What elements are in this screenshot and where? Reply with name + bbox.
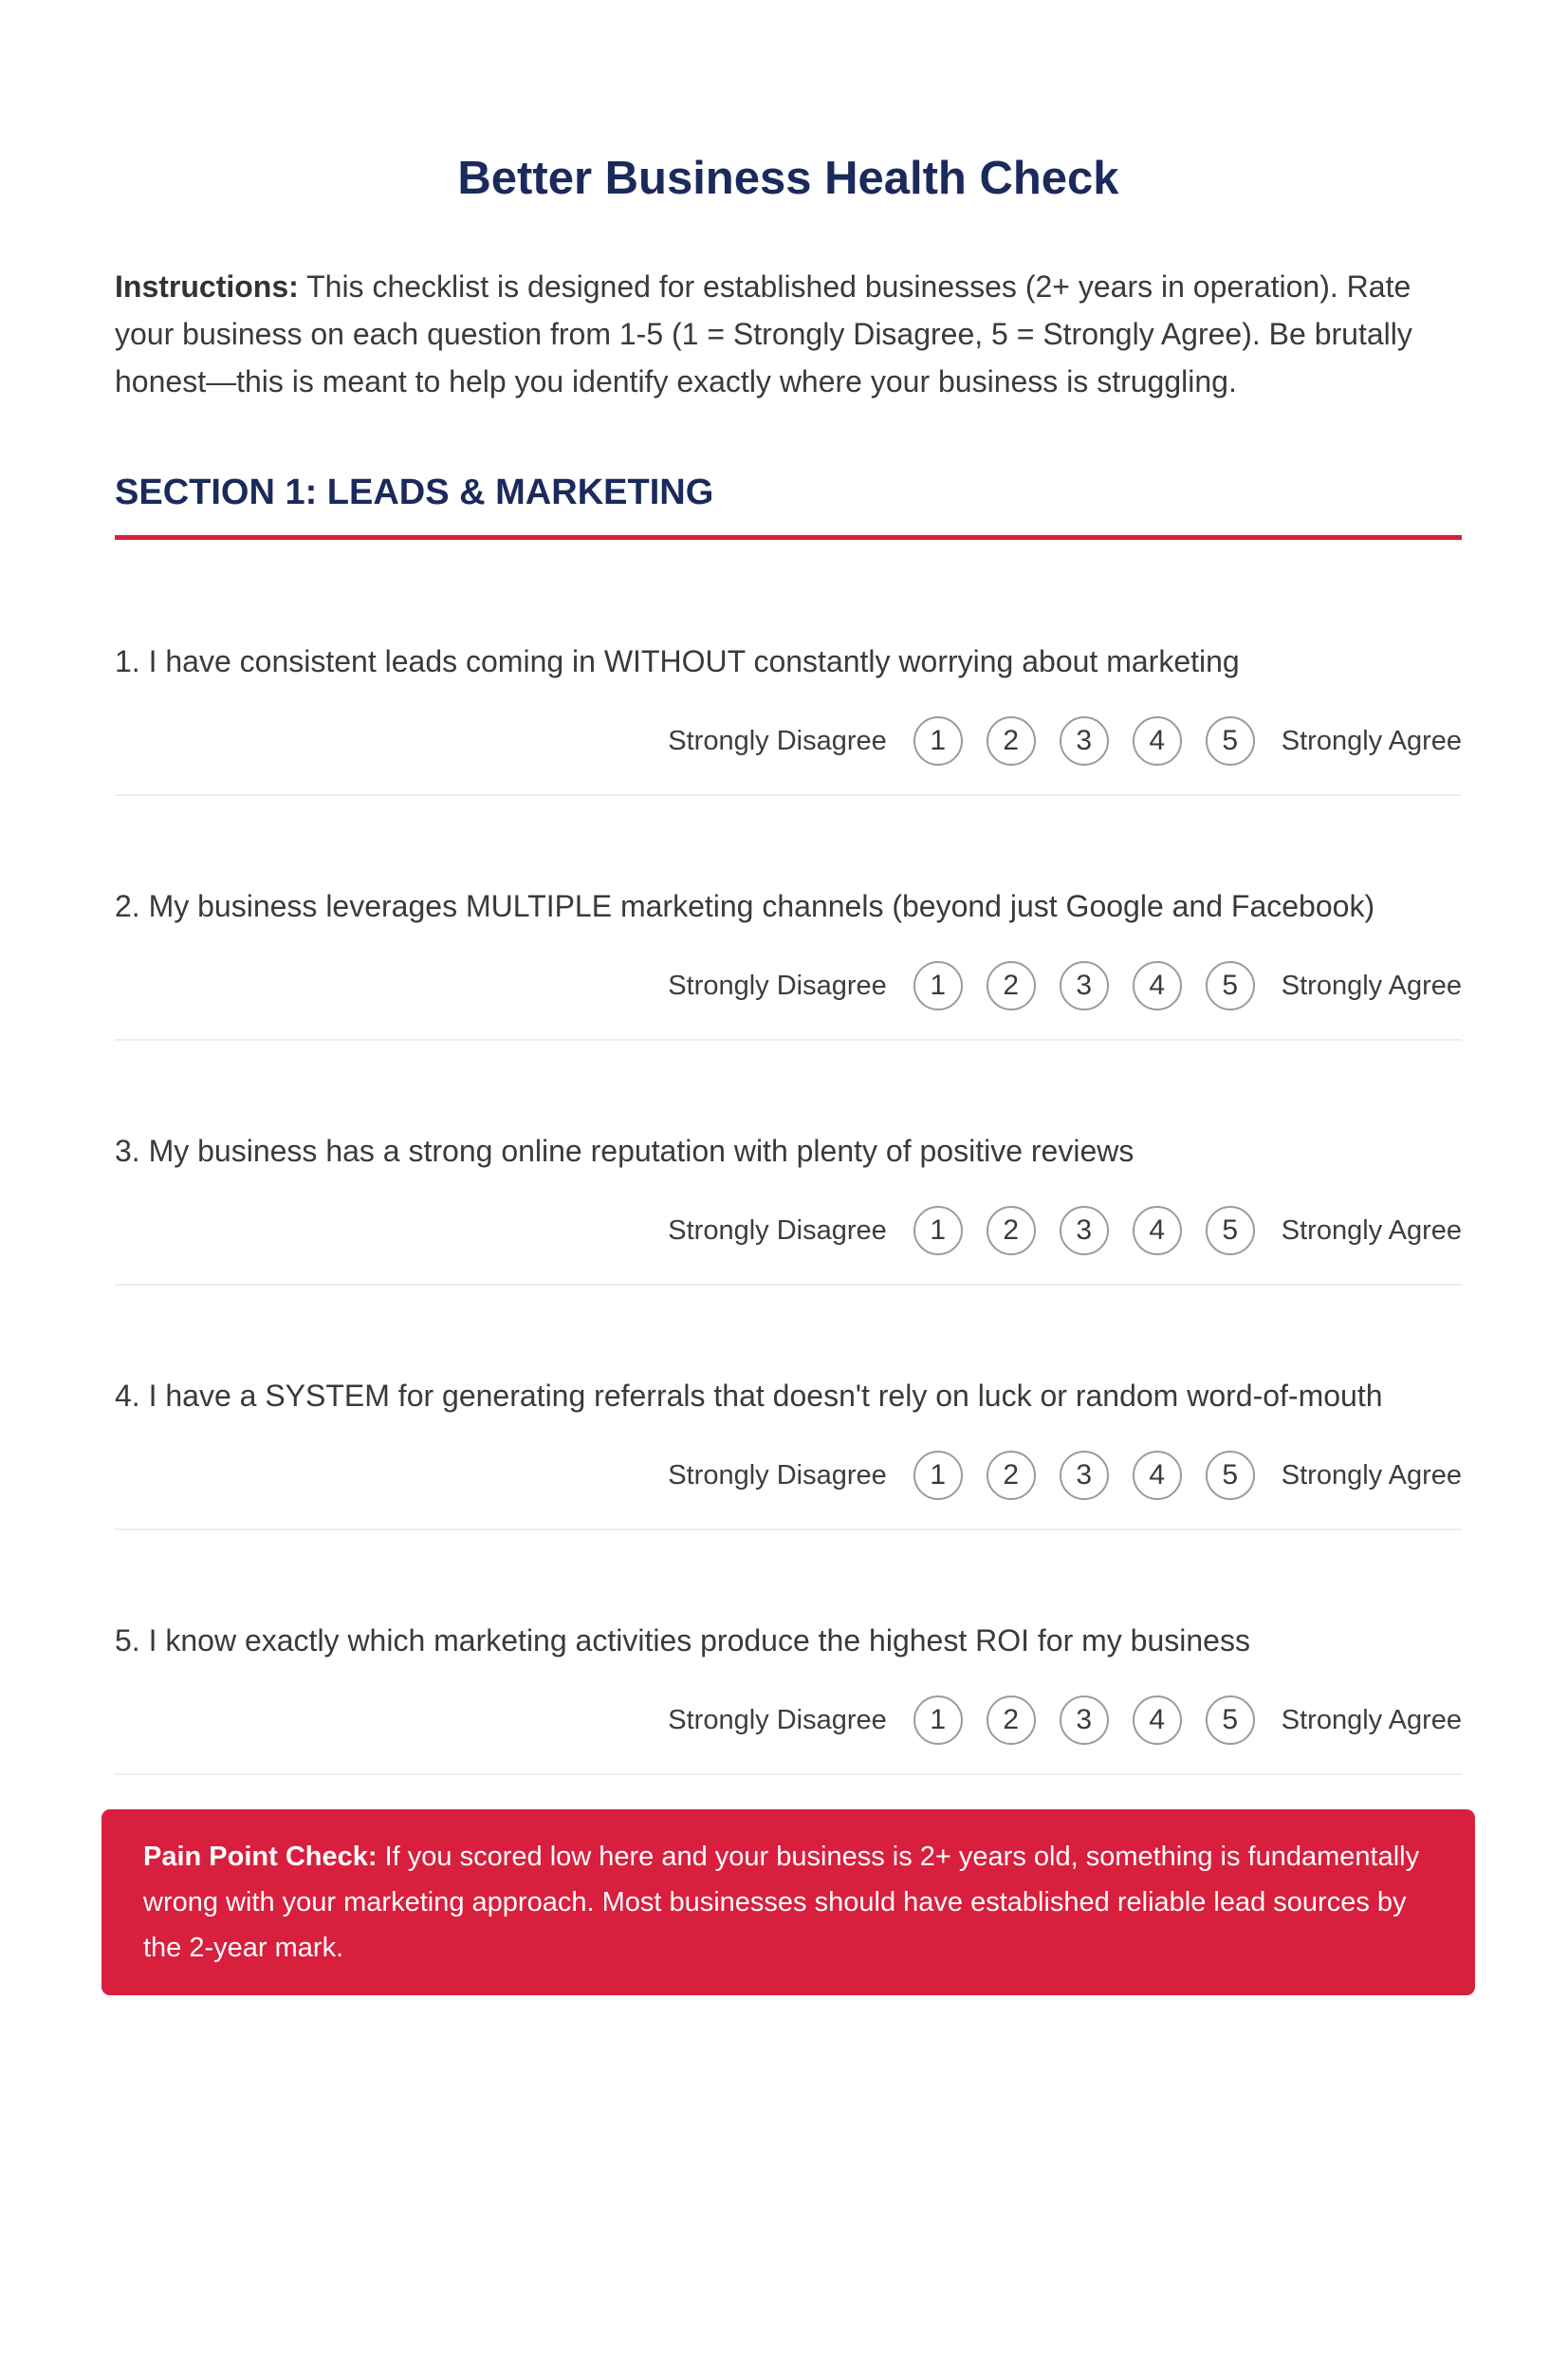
rating-option-5[interactable]: 5 (1206, 1451, 1255, 1500)
rating-option-3[interactable]: 3 (1060, 1451, 1109, 1500)
rating-options (913, 961, 1255, 1010)
rating-scale (115, 1206, 1462, 1255)
rating-options (913, 1695, 1255, 1745)
rating-option-4[interactable]: 4 (1133, 1206, 1182, 1255)
question-list (115, 642, 1462, 1775)
pain-point-label: Pain Point Check: (143, 1842, 378, 1872)
rating-options (913, 1206, 1255, 1255)
question-text: 2. My business leverages MULTIPLE marketing channels (beyond just Google and Facebook) (115, 889, 1375, 923)
rating-scale (115, 716, 1462, 766)
rating-option-1[interactable]: 1 (913, 1451, 963, 1500)
rating-option-5[interactable]: 5 (1206, 1695, 1255, 1745)
rating-option-1[interactable]: 1 (913, 716, 963, 766)
instructions-paragraph (115, 263, 1462, 405)
page-title: Better Business Health Check (457, 153, 1119, 204)
rating-options (913, 1451, 1255, 1500)
rating-option-2[interactable]: 2 (987, 1695, 1036, 1745)
scale-label-strongly-disagree: Strongly Disagree (668, 1459, 887, 1491)
rating-scale (115, 1451, 1462, 1500)
question-text: 4. I have a SYSTEM for generating referrals that doesn't rely on luck or random word-of-mouth (115, 1379, 1383, 1413)
instructions-label: Instructions: (115, 269, 299, 304)
question-block (115, 1621, 1462, 1775)
rating-option-2[interactable]: 2 (987, 1451, 1036, 1500)
rating-option-4[interactable]: 4 (1133, 961, 1182, 1010)
question-text: 1. I have consistent leads coming in WITHOUT constantly worrying about marketing (115, 644, 1240, 678)
rating-option-5[interactable]: 5 (1206, 961, 1255, 1010)
rating-option-2[interactable]: 2 (987, 1206, 1036, 1255)
question-block (115, 887, 1462, 1041)
rating-option-2[interactable]: 2 (987, 716, 1036, 766)
rating-option-4[interactable]: 4 (1133, 1451, 1182, 1500)
rating-option-3[interactable]: 3 (1060, 716, 1109, 766)
section-divider-rule (115, 535, 1462, 540)
rating-option-1[interactable]: 1 (913, 1695, 963, 1745)
scale-label-strongly-agree: Strongly Agree (1281, 1214, 1462, 1246)
section-heading: SECTION 1: LEADS & MARKETING (115, 472, 714, 512)
pain-point-callout (101, 1809, 1475, 1995)
rating-option-2[interactable]: 2 (987, 961, 1036, 1010)
scale-label-strongly-disagree: Strongly Disagree (668, 1704, 887, 1735)
rating-option-5[interactable]: 5 (1206, 1206, 1255, 1255)
pain-point-text: If you scored low here and your business is 2+ years old, something is fundamentally wrong with your marketing approach. Most businesses should have established reliable lead sources by the 2-year mark. (143, 1842, 1420, 1963)
scale-label-strongly-agree: Strongly Agree (1281, 1459, 1462, 1491)
scale-label-strongly-agree: Strongly Agree (1281, 970, 1462, 1001)
rating-option-3[interactable]: 3 (1060, 1695, 1109, 1745)
question-block (115, 642, 1462, 796)
rating-option-3[interactable]: 3 (1060, 961, 1109, 1010)
rating-option-1[interactable]: 1 (913, 1206, 963, 1255)
question-block (115, 1377, 1462, 1530)
rating-option-3[interactable]: 3 (1060, 1206, 1109, 1255)
rating-scale (115, 961, 1462, 1010)
scale-label-strongly-agree: Strongly Agree (1281, 725, 1462, 756)
instructions-text: This checklist is designed for established businesses (2+ years in operation). Rate your business on each question from 1-5 (1 = Strongly Disagree, 5 = Strongly Agree). Be brutally honest—this is meant to help you identify exactly where your business is struggling. (115, 269, 1412, 398)
rating-options (913, 716, 1255, 766)
scale-label-strongly-agree: Strongly Agree (1281, 1704, 1462, 1735)
scale-label-strongly-disagree: Strongly Disagree (668, 1214, 887, 1246)
question-text: 5. I know exactly which marketing activities produce the highest ROI for my business (115, 1623, 1250, 1658)
rating-option-1[interactable]: 1 (913, 961, 963, 1010)
rating-option-4[interactable]: 4 (1133, 716, 1182, 766)
question-text: 3. My business has a strong online reputation with plenty of positive reviews (115, 1134, 1134, 1168)
question-block (115, 1132, 1462, 1286)
rating-scale (115, 1695, 1462, 1745)
rating-option-4[interactable]: 4 (1133, 1695, 1182, 1745)
scale-label-strongly-disagree: Strongly Disagree (668, 725, 887, 756)
rating-option-5[interactable]: 5 (1206, 716, 1255, 766)
scale-label-strongly-disagree: Strongly Disagree (668, 970, 887, 1001)
document-page (0, 152, 1568, 1995)
